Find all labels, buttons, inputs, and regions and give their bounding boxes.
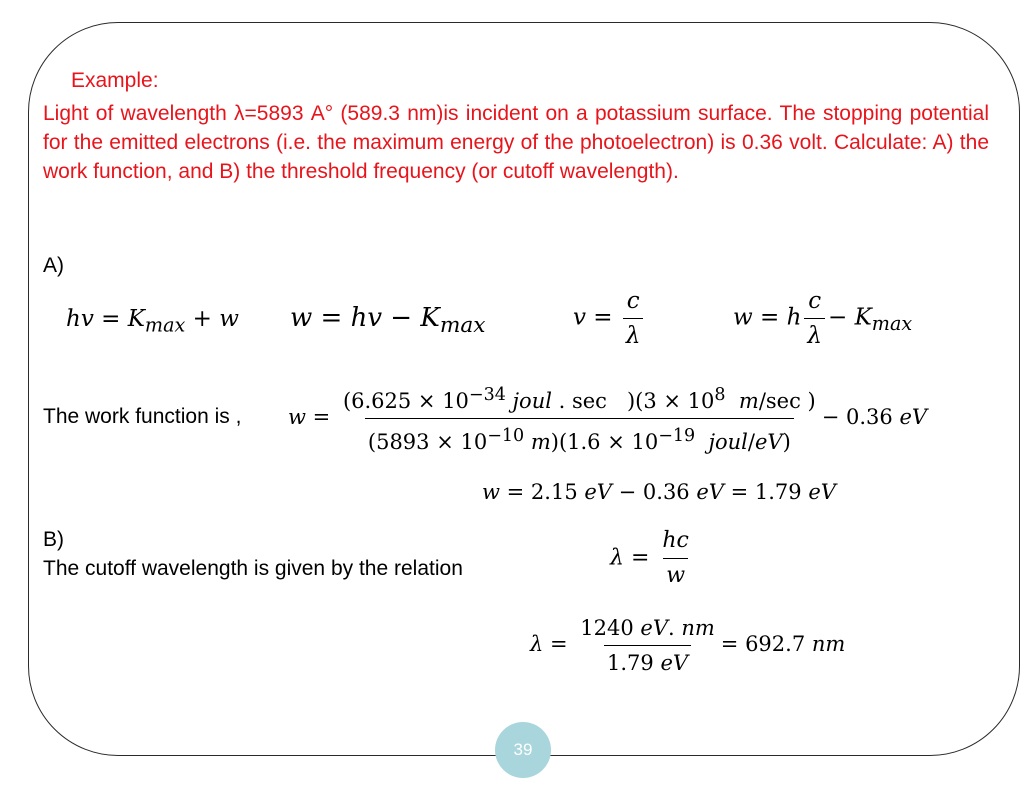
- equation-cutoff-relation: λ = $\frac{hc}{w}$: [610, 526, 695, 591]
- example-label: Example:: [71, 69, 159, 92]
- work-function-text: The work function is ,: [43, 405, 242, 428]
- equation-photoelectric: hv = $K_{max} + w$: [66, 306, 239, 337]
- part-b-label: B): [43, 528, 64, 551]
- page-number-badge: 39: [495, 722, 551, 778]
- equation-work-function: w = hv − $K_{max}$: [290, 303, 486, 339]
- part-a-label: A): [43, 254, 64, 277]
- cutoff-text: The cutoff wavelength is given by the relation: [43, 557, 463, 580]
- problem-statement: Light of wavelength λ=5893 A° (589.3 nm)is incident on a potassium surface. The stopping potential for the emitted electrons (i.e. the maximum energy of the photoelectron) is 0.36 volt. Calculate: A) the work function, and B) the threshold frequency (or cutoff wavelength).: [43, 102, 989, 183]
- equation-work-function-values: w = $\frac{(6.625 \times 10^{-34} joul . \sec )(3 \times 10^8 m/\sec )}{(5893 \times 10^{-10} m)(1.6 \times 10^{-19} joul/eV)}$ − 0.36 eV: [288, 380, 927, 457]
- equation-cutoff-result: λ = $\frac{1240 eV. nm}{1.79 eV}$ = 692.7 nm: [530, 613, 845, 678]
- equation-work-function-result: w = 2.15 eV − 0.36 eV = 1.79 eV: [482, 480, 836, 504]
- equation-work-function-lambda: w = h $\frac{c}{\lambda}$ − $K_{max}$: [733, 288, 913, 349]
- equation-frequency: v = $\frac{c}{\lambda}$: [573, 286, 646, 351]
